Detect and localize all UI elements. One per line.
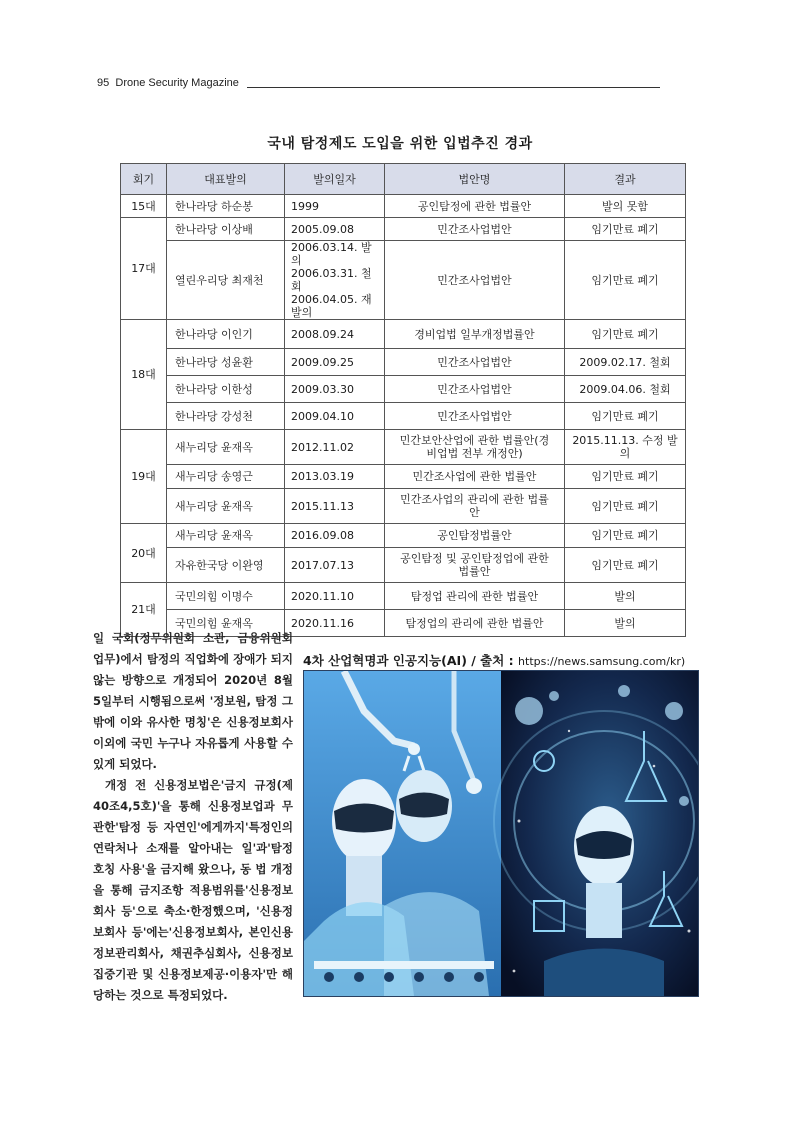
bill-line: 민간조사업의 관리에 관한 법률 [400, 493, 549, 506]
date-cell: 2008.09.24 [285, 320, 385, 349]
proposer-cell: 새누리당 윤재옥 [167, 430, 285, 465]
bill-cell: 공인탐정법률안 [385, 524, 565, 548]
result-cell: 임기만료 폐기 [565, 489, 686, 524]
date-cell: 2016.09.08 [285, 524, 385, 548]
bill-cell: 민간조사업법안 [385, 349, 565, 376]
bill-cell [385, 489, 565, 524]
bill-line: 법률안 [458, 565, 491, 578]
result-cell: 임기만료 폐기 [565, 241, 686, 320]
bill-cell: 탐정업의 관리에 관한 법률안 [385, 610, 565, 637]
result-line: 2015.11.13. 수정 발 [572, 434, 678, 447]
header-rule [247, 87, 660, 88]
date-line: 2006.04.05. 재발의 [291, 293, 372, 319]
date-line: 2006.03.14. 발의 [291, 241, 372, 267]
table-row [121, 465, 686, 489]
table-row [121, 548, 686, 583]
figure-caption [303, 651, 703, 669]
col-header-bill: 법안명 [385, 164, 565, 195]
table-row [121, 195, 686, 218]
session-cell: 18대 [121, 320, 167, 430]
date-cell: 2020.11.16 [285, 610, 385, 637]
date-cell [285, 241, 385, 320]
table-row [121, 524, 686, 548]
result-cell: 발의 못함 [565, 195, 686, 218]
date-cell: 2009.03.30 [285, 376, 385, 403]
result-cell: 임기만료 폐기 [565, 524, 686, 548]
caption-source: https://news.samsung.com/kr) [518, 655, 686, 668]
result-line: 의 [619, 447, 631, 460]
ai-illustration [303, 670, 699, 997]
table-row [121, 583, 686, 610]
proposer-cell: 한나라당 이한성 [167, 376, 285, 403]
result-cell: 임기만료 폐기 [565, 465, 686, 489]
date-cell: 2020.11.10 [285, 583, 385, 610]
proposer-cell: 새누리당 윤재옥 [167, 524, 285, 548]
bill-cell: 민간조사업에 관한 법률안 [385, 465, 565, 489]
result-cell: 임기만료 폐기 [565, 218, 686, 241]
header-text [97, 76, 239, 90]
col-header-result: 결과 [565, 164, 686, 195]
proposer-cell: 한나라당 성윤환 [167, 349, 285, 376]
result-cell: 임기만료 폐기 [565, 320, 686, 349]
bill-cell: 경비업법 일부개정법률안 [385, 320, 565, 349]
date-cell: 2013.03.19 [285, 465, 385, 489]
table-title: 국내 탐정제도 도입을 위한 입법추진 경과 [267, 136, 533, 152]
proposer-cell: 한나라당 이인기 [167, 320, 285, 349]
article-paragraph: 개정 전 신용정보법은'금지 규정(제40조4,5호)'을 통해 신용정보업과 무관한'탐정 등 자연인'에게까지'특정인의 연락처나 소재를 알아내는 일'과'탐정 호칭 사용'을 금지해 왔으나, 동 법 개정을 통해 금지조항 적용범위를'신용정보회사 등'으로 축소·한정했으며, '신용정보회사 등'에는'신용정보회사, 본인신용정보관리회사, 채권추심회사, 신용정보집중기관 및 신용정보제공·이용자'만 해당하는 것으로 특정되었다. [93, 778, 293, 1002]
table-row [121, 376, 686, 403]
table-row [121, 218, 686, 241]
date-cell: 2017.07.13 [285, 548, 385, 583]
legislation-table [120, 163, 686, 637]
table-row [121, 489, 686, 524]
date-cell: 2005.09.08 [285, 218, 385, 241]
result-cell: 2009.02.17. 철회 [565, 349, 686, 376]
proposer-cell: 국민의힘 이명수 [167, 583, 285, 610]
session-cell: 19대 [121, 430, 167, 524]
bill-cell: 민간조사업법안 [385, 403, 565, 430]
bill-cell: 공인탐정에 관한 법률안 [385, 195, 565, 218]
session-cell: 20대 [121, 524, 167, 583]
proposer-cell: 한나라당 이상배 [167, 218, 285, 241]
page-number: 95 [97, 77, 110, 89]
session-cell: 15대 [121, 195, 167, 218]
proposer-cell: 열린우리당 최재천 [167, 241, 285, 320]
proposer-cell: 새누리당 윤재옥 [167, 489, 285, 524]
proposer-cell: 국민의힘 윤재옥 [167, 610, 285, 637]
ai-illustration-image [304, 671, 698, 996]
page-header [97, 76, 660, 90]
date-cell: 1999 [285, 195, 385, 218]
bill-cell: 탐정업 관리에 관한 법률안 [385, 583, 565, 610]
date-line: 2006.03.31. 철회 [291, 267, 372, 293]
result-cell: 임기만료 폐기 [565, 548, 686, 583]
bill-cell: 민간조사업법안 [385, 218, 565, 241]
proposer-cell: 자유한국당 이완영 [167, 548, 285, 583]
article-paragraph: 일 국회(정무위원회 소관, 금융위원회 업무)에서 탐정의 직업화에 장애가 되지 않는 방향으로 개정되어 2020년 8월 5일부터 시행됨으로써 '정보원, 탐정 그 밖에 이와 유사한 명칭'은 신용정보회사 이외에 국민 누구나 자유롭게 사용할 수 있게 되었다. [93, 631, 293, 771]
bill-cell [385, 548, 565, 583]
date-cell: 2015.11.13 [285, 489, 385, 524]
table-header-row [121, 164, 686, 195]
bill-line: 공인탐정 및 공인탐정업에 관한 [400, 552, 549, 565]
result-cell: 발의 [565, 610, 686, 637]
table-row [121, 241, 686, 320]
bill-line: 비업법 전부 개정안) [426, 447, 523, 460]
table-row [121, 430, 686, 465]
caption-title: 4차 산업혁명과 인공지능(AI) / 출처 : [303, 653, 519, 668]
table-row [121, 349, 686, 376]
result-cell: 2009.04.06. 철회 [565, 376, 686, 403]
table-row [121, 320, 686, 349]
date-cell: 2009.09.25 [285, 349, 385, 376]
session-cell: 21대 [121, 583, 167, 637]
col-header-date: 발의일자 [285, 164, 385, 195]
proposer-cell: 한나라당 하순봉 [167, 195, 285, 218]
date-cell: 2009.04.10 [285, 403, 385, 430]
bill-line: 안 [469, 506, 480, 519]
col-header-proposer: 대표발의 [167, 164, 285, 195]
bill-cell: 민간조사업법안 [385, 376, 565, 403]
article-body [93, 628, 293, 1006]
bill-cell [385, 430, 565, 465]
magazine-name: Drone Security Magazine [115, 77, 239, 89]
bill-cell: 민간조사업법안 [385, 241, 565, 320]
bill-line: 민간보안산업에 관한 법률안(경 [399, 434, 550, 447]
result-cell: 발의 [565, 583, 686, 610]
session-cell: 17대 [121, 218, 167, 320]
result-cell [565, 430, 686, 465]
date-cell: 2012.11.02 [285, 430, 385, 465]
result-cell: 임기만료 폐기 [565, 403, 686, 430]
proposer-cell: 한나라당 강성천 [167, 403, 285, 430]
col-header-session: 회기 [121, 164, 167, 195]
proposer-cell: 새누리당 송영근 [167, 465, 285, 489]
table-row [121, 403, 686, 430]
